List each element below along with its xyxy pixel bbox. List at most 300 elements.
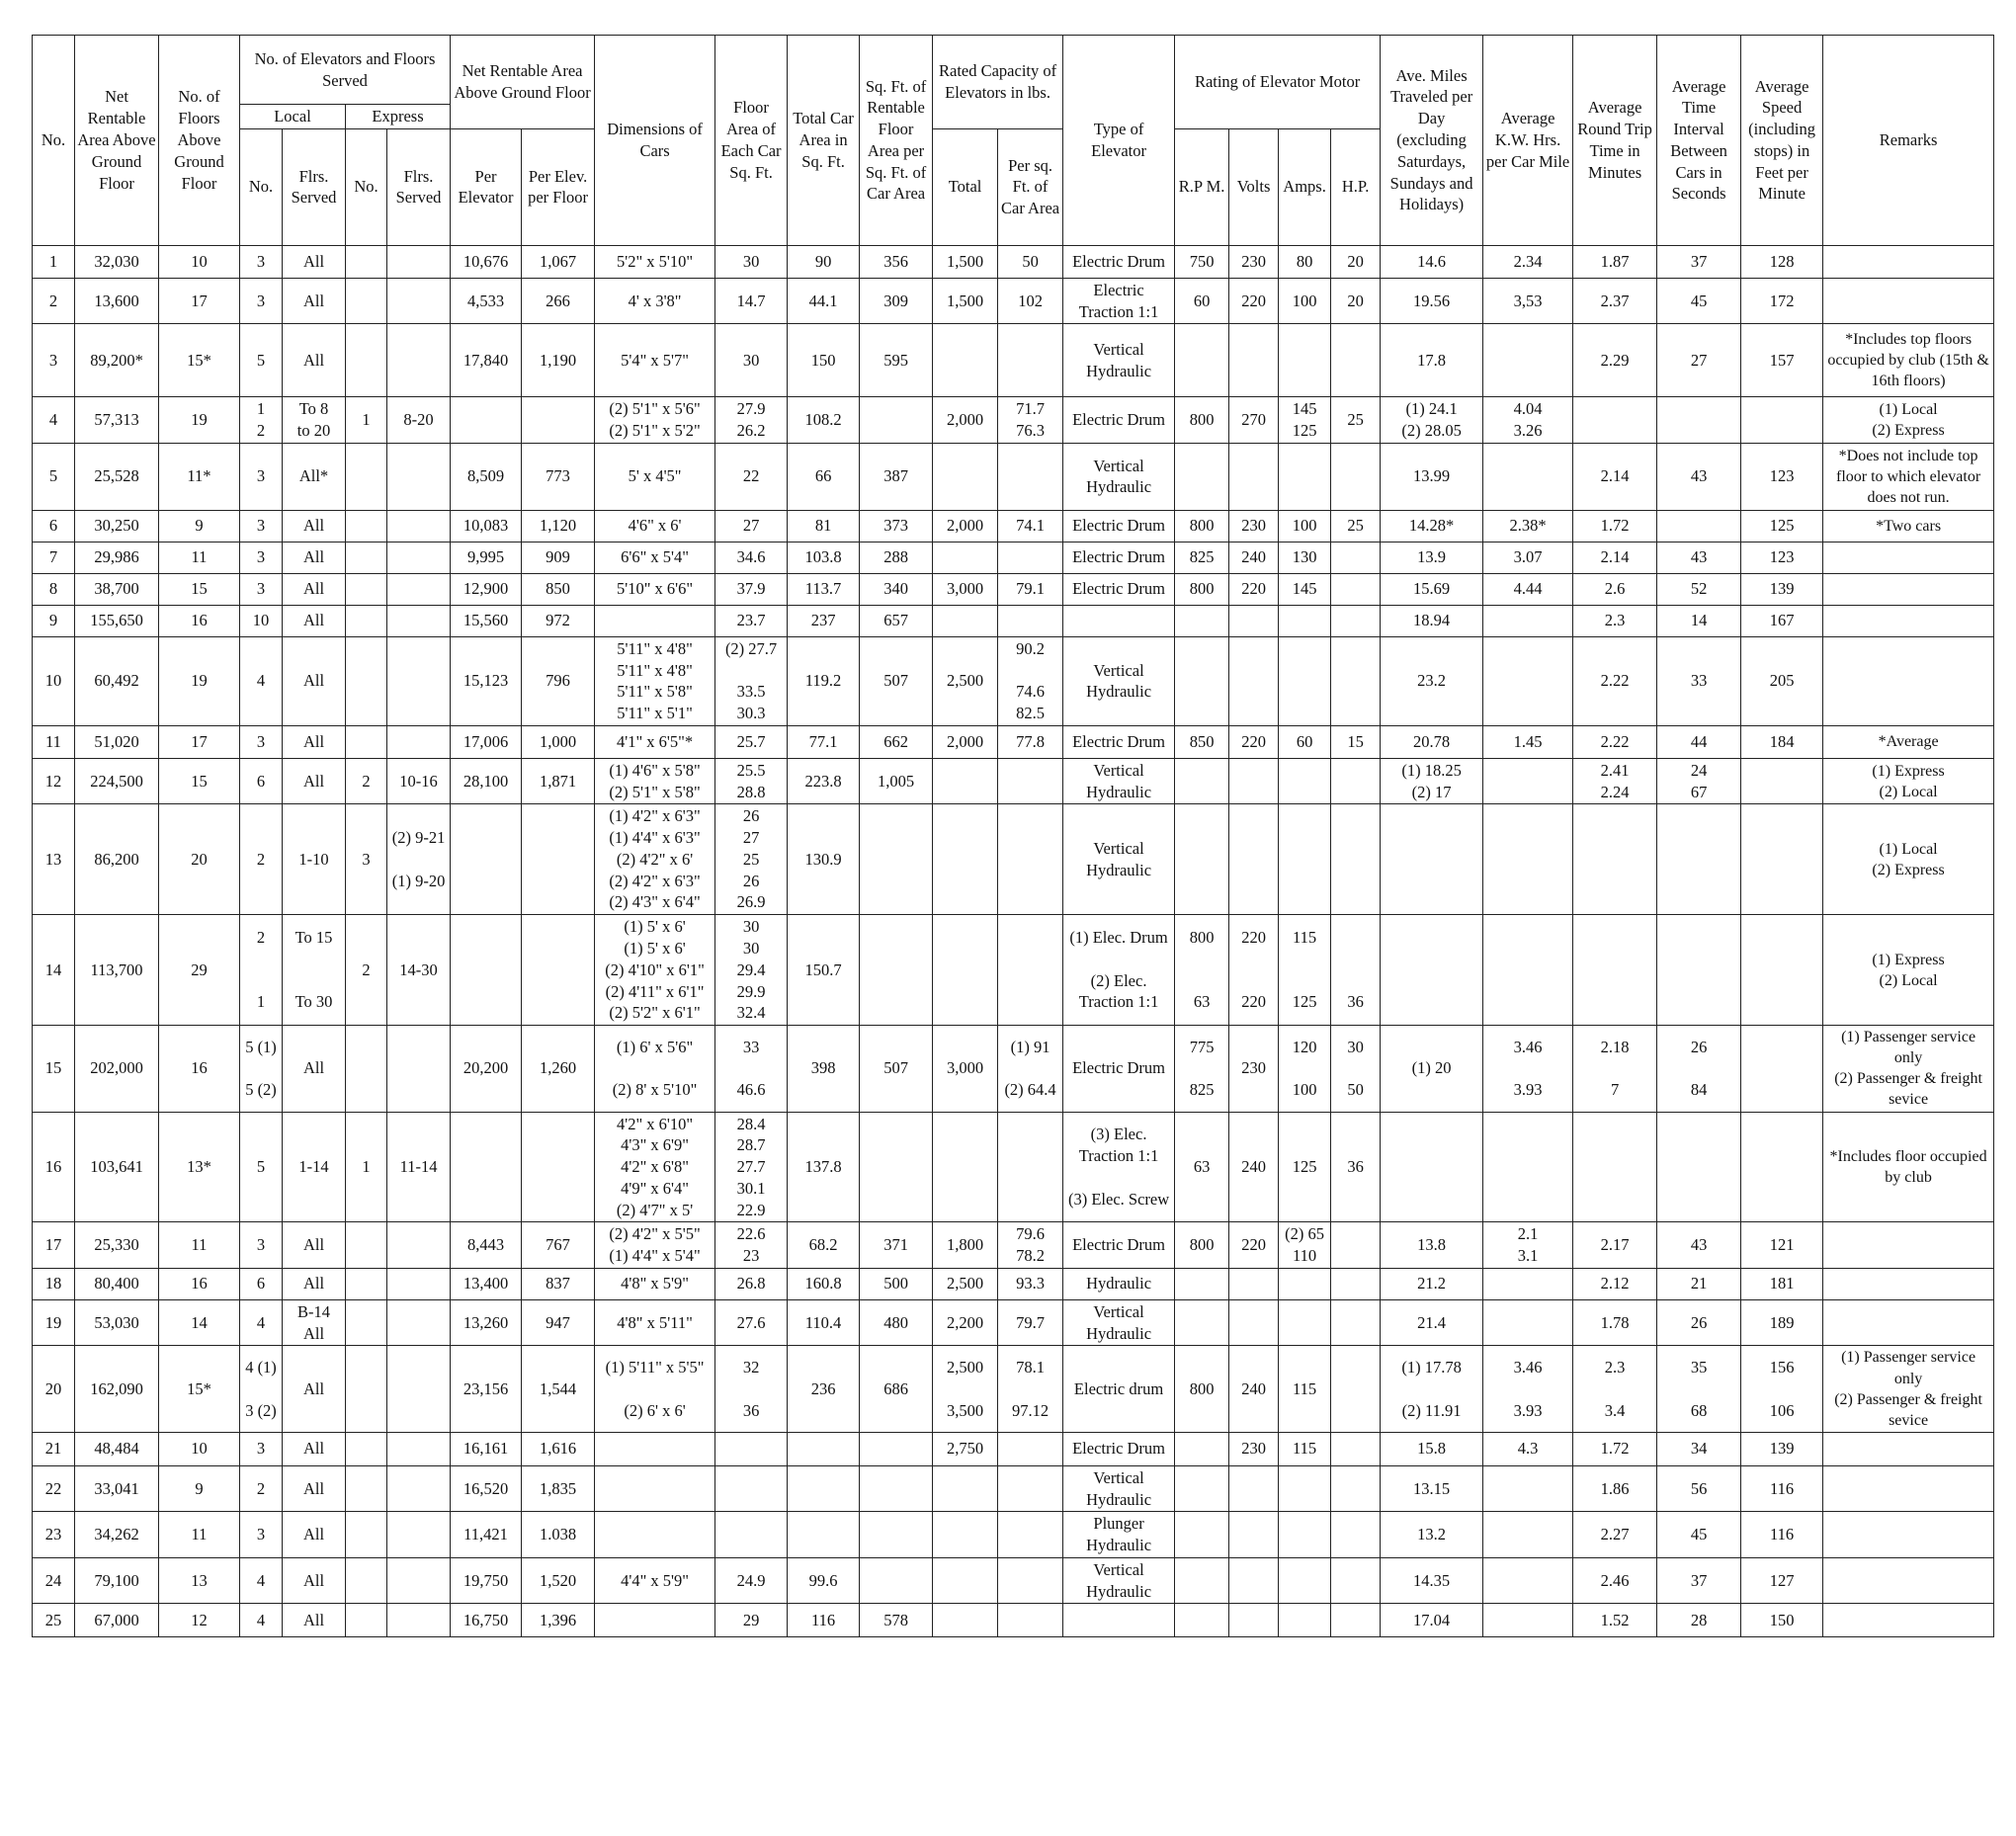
cell-line: 110 [1292,1246,1317,1266]
express-no-cell [346,510,387,542]
local-floors-cell: All [283,1026,346,1112]
total-car-area-cell [788,1465,860,1512]
dimensions-cell: 5'4" x 5'7" [595,324,715,397]
cell-line: 5'11" x 4'8" [617,638,693,658]
amps-cell: 80 [1279,245,1331,278]
rpm-cell [1175,324,1229,397]
row-no-cell: 2 [33,278,75,324]
per-elev-floor-cell [522,397,595,444]
volts-cell: 240 [1229,1346,1279,1432]
net-area-cell: 51,020 [75,725,159,758]
cell-line: (2) 11.91 [1401,1400,1462,1420]
cell-line: 2.3 [1604,1357,1626,1377]
row-no-cell: 17 [33,1222,75,1269]
amps-cell [1279,1465,1331,1512]
volts-cell [1229,1604,1279,1637]
round-trip-cell: 2.37 [1573,278,1657,324]
cell-line [1231,970,1276,992]
cell-line: 5'11" x 5'1" [617,704,693,723]
cell-line: 3.4 [1604,1400,1626,1420]
local-no-cell: 3 [240,1432,283,1465]
cell-line: (2) Passenger & freight sevice [1834,1390,1982,1429]
total-car-area-cell: 150 [788,324,860,397]
local-no-cell [240,397,283,444]
local-floors-cell: All [283,1222,346,1269]
rpm-cell [1175,1299,1229,1346]
floor-area-cell: 27.6 [715,1299,788,1346]
volts-cell [1229,1557,1279,1604]
amps-cell: 130 [1279,542,1331,573]
local-no-cell: 3 [240,1512,283,1558]
per-elevator-cell: 10,083 [451,510,522,542]
row-no-cell: 7 [33,542,75,573]
cell-line: 63 [1193,992,1211,1012]
miles-cell: 21.2 [1381,1268,1483,1299]
floors-cell: 9 [159,1465,240,1512]
round-trip-cell [1573,915,1657,1026]
cell-line: (2) 5'1" x 5'6" [609,399,701,419]
elevator-type-cell: Vertical Hydraulic [1063,443,1175,510]
interval-cell: 45 [1657,278,1741,324]
cell-line: 3 (2) [245,1400,277,1420]
miles-cell: 20.78 [1381,725,1483,758]
express-no-cell: 3 [346,804,387,915]
table-row [33,636,1994,725]
rpm-cell [1175,636,1229,725]
hp-cell [1331,573,1381,605]
floor-area-cell [715,1432,788,1465]
speed-cell [1741,1112,1823,1222]
cap-total-cell [933,324,998,397]
net-area-cell: 29,986 [75,542,159,573]
cell-line [1177,970,1226,992]
floors-cell: 17 [159,278,240,324]
total-car-area-cell: 77.1 [788,725,860,758]
header-remarks: Remarks [1823,36,1994,246]
dimensions-cell: 6'6" x 5'4" [595,542,715,573]
row-no-cell: 19 [33,1299,75,1346]
floors-cell: 19 [159,397,240,444]
cap-total-cell: 3,000 [933,573,998,605]
round-trip-cell [1573,758,1657,804]
remarks-cell [1823,1512,1994,1558]
express-floors-cell [387,804,451,915]
cell-line: (1) 91 [1010,1037,1050,1056]
remarks-cell: *Average [1823,725,1994,758]
miles-cell [1381,758,1483,804]
header-round-trip: Average Round Trip Time in Minutes [1573,36,1657,246]
local-floors-cell: All [283,725,346,758]
net-area-cell: 202,000 [75,1026,159,1112]
cap-total-cell [933,1557,998,1604]
floors-cell: 29 [159,915,240,1026]
net-area-cell: 113,700 [75,915,159,1026]
row-no-cell: 4 [33,397,75,444]
floor-area-cell [715,804,788,915]
elevator-type-cell: Vertical Hydraulic [1063,324,1175,397]
kwh-cell [1483,758,1573,804]
net-area-cell: 80,400 [75,1268,159,1299]
cell-line [597,1057,713,1079]
sqft-per-car-cell: 595 [860,324,933,397]
volts-cell [1229,758,1279,804]
table-row [33,915,1994,1026]
express-no-cell [346,1026,387,1112]
cap-total-cell: 1,500 [933,245,998,278]
local-no-cell [240,1026,283,1112]
dimensions-cell [595,397,715,444]
per-elevator-cell: 15,123 [451,636,522,725]
per-elevator-cell: 8,509 [451,443,522,510]
elevator-type-cell: Vertical Hydraulic [1063,636,1175,725]
cell-line: 5 (2) [245,1080,277,1100]
per-elevator-cell: 17,840 [451,324,522,397]
floor-area-cell [715,1346,788,1432]
per-elev-floor-cell: 909 [522,542,595,573]
express-floors-cell [387,324,451,397]
sqft-per-car-cell: 340 [860,573,933,605]
per-elev-floor-cell: 1,120 [522,510,595,542]
express-floors-cell [387,1346,451,1432]
cell-line [717,1057,785,1079]
dimensions-cell [595,605,715,636]
cell-line: (2) 64.4 [1004,1080,1056,1100]
total-car-area-cell [788,1432,860,1465]
per-elevator-cell: 13,260 [451,1299,522,1346]
express-no-cell [346,1432,387,1465]
volts-cell [1229,1299,1279,1346]
hp-cell [1331,1604,1381,1637]
local-no-cell: 10 [240,605,283,636]
row-no-cell: 6 [33,510,75,542]
table-body [33,245,1994,1637]
cell-line: 78.1 [1016,1357,1045,1377]
floor-area-cell: 25.7 [715,725,788,758]
cell-line: 125 [1292,421,1317,441]
per-elevator-cell: 16,750 [451,1604,522,1637]
cell-line: 5 (1) [245,1037,277,1056]
round-trip-cell: 1.52 [1573,1604,1657,1637]
cell-line [1065,949,1172,970]
table-row [33,443,1994,510]
cell-line: To 30 [294,992,333,1012]
amps-cell [1279,1268,1331,1299]
speed-cell: 150 [1741,1604,1823,1637]
express-no-cell [346,1557,387,1604]
cell-line [1575,1378,1654,1400]
table-row [33,1222,1994,1269]
cell-line: 27 [742,828,760,848]
local-no-cell: 5 [240,324,283,397]
cap-total-cell [933,1512,998,1558]
cap-per-sqft-cell [998,1465,1063,1512]
cell-line: (2) 6' x 6' [624,1400,686,1420]
rpm-cell [1175,1432,1229,1465]
volts-cell [1229,605,1279,636]
cell-line: 27.7 [736,1157,766,1177]
cell-line: 3.93 [1513,1400,1543,1420]
amps-cell [1279,605,1331,636]
per-elev-floor-cell: 1,067 [522,245,595,278]
elevator-data-table-container [32,35,1993,1637]
express-no-cell: 2 [346,915,387,1026]
dimensions-cell [595,1432,715,1465]
cell-line: 106 [1769,1400,1795,1420]
speed-cell [1741,1346,1823,1432]
net-area-cell: 79,100 [75,1557,159,1604]
cell-line: 84 [1690,1080,1708,1100]
net-area-cell: 25,330 [75,1222,159,1269]
kwh-cell [1483,804,1573,915]
per-elevator-cell: 4,533 [451,278,522,324]
cell-line [1000,1057,1060,1079]
cap-per-sqft-cell [998,1346,1063,1432]
header-motor-group: Rating of Elevator Motor [1175,36,1381,129]
cap-total-cell [933,542,998,573]
per-elevator-cell: 16,520 [451,1465,522,1512]
per-elev-floor-cell: 1.038 [522,1512,595,1558]
interval-cell [1657,804,1741,915]
floor-area-cell [715,1026,788,1112]
interval-cell [1657,758,1741,804]
cell-line: (2) Local [1879,971,1938,989]
speed-cell [1741,1026,1823,1112]
sqft-per-car-cell: 500 [860,1268,933,1299]
hp-cell [1331,605,1381,636]
cell-line: 5'11" x 5'8" [617,682,693,702]
express-floors-cell [387,636,451,725]
local-floors-cell: All [283,1512,346,1558]
cell-line: B-14 [297,1301,330,1321]
floors-cell: 15 [159,758,240,804]
floor-area-cell [715,758,788,804]
total-car-area-cell: 113.7 [788,573,860,605]
cell-line: To 15 [294,928,333,948]
cell-line: (1) 4'2" x 6'3" [609,806,701,826]
dimensions-cell [595,636,715,725]
cap-per-sqft-cell [998,1604,1063,1637]
cell-line: To 8 [298,399,329,419]
rpm-cell [1175,1026,1229,1112]
cell-line [1177,1057,1226,1079]
cell-line: (2) Elec. Traction 1:1 [1078,970,1159,1012]
cell-line: (2) 8' x 5'10" [612,1080,698,1100]
rpm-cell: 60 [1175,278,1229,324]
header-net-area: Net Rentable Area Above Ground Floor [75,36,159,246]
kwh-cell [1483,1299,1573,1346]
round-trip-cell [1573,1026,1657,1112]
floor-area-cell: 26.8 [715,1268,788,1299]
cell-line: (2) 4'2" x 5'5" [609,1224,701,1244]
rpm-cell [1175,1512,1229,1558]
floors-cell: 15* [159,1346,240,1432]
speed-cell [1741,758,1823,804]
header-rpm: R.P M. [1175,128,1229,245]
sqft-per-car-cell: 288 [860,542,933,573]
table-row [33,324,1994,397]
cell-line: 25 [742,849,760,869]
cell-line [1000,1378,1060,1400]
kwh-cell [1483,1465,1573,1512]
local-no-cell: 4 [240,636,283,725]
interval-cell: 43 [1657,542,1741,573]
local-floors-cell: All [283,1346,346,1432]
local-no-cell: 5 [240,1112,283,1222]
per-elev-floor-cell: 1,835 [522,1465,595,1512]
interval-cell [1657,1346,1741,1432]
net-area-cell: 38,700 [75,573,159,605]
per-elevator-cell: 8,443 [451,1222,522,1269]
amps-cell [1279,1299,1331,1346]
net-area-cell: 13,600 [75,278,159,324]
cell-line: 4'2" x 6'10" [616,1114,694,1133]
elevator-type-cell: Vertical Hydraulic [1063,1465,1175,1512]
remarks-cell [1823,573,1994,605]
floor-area-cell [715,1222,788,1269]
cell-line: 4'3" x 6'9" [621,1135,690,1155]
cell-line: (2) 27.7 [724,638,778,658]
table-row [33,1268,1994,1299]
dimensions-cell [595,1026,715,1112]
express-floors-cell [387,725,451,758]
kwh-cell [1483,324,1573,397]
cap-total-cell: 2,500 [933,636,998,725]
cap-per-sqft-cell [998,1112,1063,1222]
amps-cell [1279,1557,1331,1604]
hp-cell [1331,1512,1381,1558]
floors-cell: 20 [159,804,240,915]
net-area-cell: 32,030 [75,245,159,278]
speed-cell: 116 [1741,1512,1823,1558]
express-no-cell [346,324,387,397]
hp-cell [1331,1346,1381,1432]
rpm-cell: 800 [1175,1346,1229,1432]
local-floors-cell [283,397,346,444]
amps-cell [1279,1512,1331,1558]
elevator-type-cell [1063,1112,1175,1222]
cell-line: 32.4 [736,1003,766,1023]
header-cap-total: Total [933,128,998,245]
cell-line: 32 [742,1357,760,1377]
net-area-cell: 162,090 [75,1346,159,1432]
floor-area-cell [715,1512,788,1558]
express-floors-cell [387,1026,451,1112]
total-car-area-cell: 44.1 [788,278,860,324]
total-car-area-cell: 160.8 [788,1268,860,1299]
header-express-floors: Flrs. Served [387,128,451,245]
interval-cell [1657,510,1741,542]
cell-line: 26 [1690,1037,1708,1056]
kwh-cell: 4.3 [1483,1432,1573,1465]
hp-cell [1331,636,1381,725]
floors-cell: 11 [159,1512,240,1558]
amps-cell [1279,915,1331,1026]
dimensions-cell: 4'1" x 6'5"* [595,725,715,758]
interval-cell [1657,1026,1741,1112]
cap-per-sqft-cell [998,636,1063,725]
cap-total-cell [933,915,998,1026]
local-floors-cell: All [283,1557,346,1604]
miles-cell: 13.2 [1381,1512,1483,1558]
local-floors-cell [283,1299,346,1346]
cell-line: 2 [256,421,266,441]
per-elevator-cell: 13,400 [451,1268,522,1299]
header-miles: Ave. Miles Traveled per Day (excluding Saturdays, Sundays and Holidays) [1381,36,1483,246]
cell-line [717,1378,785,1400]
elevator-type-cell: Electric Traction 1:1 [1063,278,1175,324]
floors-cell: 15* [159,324,240,397]
header-per-elev-floor: Per Elev. per Floor [522,128,595,245]
header-no: No. [33,36,75,246]
remarks-cell [1823,804,1994,915]
express-floors-cell [387,573,451,605]
amps-cell: 115 [1279,1432,1331,1465]
remarks-cell [1823,758,1994,804]
sqft-per-car-cell [860,397,933,444]
elevator-type-cell [1063,605,1175,636]
per-elevator-cell: 12,900 [451,573,522,605]
cell-line [1333,1057,1378,1079]
cell-line: 3.46 [1513,1357,1543,1377]
floors-cell: 14 [159,1299,240,1346]
hp-cell [1331,1026,1381,1112]
cell-line [1383,1378,1480,1400]
cell-line: (2) Express [1872,861,1945,878]
cell-line: 4 (1) [245,1357,277,1377]
header-capacity-group: Rated Capacity of Elevators in lbs. [933,36,1063,129]
header-elevator-group: No. of Elevators and Floors Served [240,36,451,105]
local-no-cell: 6 [240,1268,283,1299]
cap-per-sqft-cell [998,1557,1063,1604]
cell-line [1743,1378,1820,1400]
remarks-cell [1823,1604,1994,1637]
speed-cell: 181 [1741,1268,1823,1299]
net-area-cell: 48,484 [75,1432,159,1465]
round-trip-cell: 2.6 [1573,573,1657,605]
speed-cell [1741,804,1823,915]
cap-per-sqft-cell [998,397,1063,444]
express-no-cell [346,1465,387,1512]
total-car-area-cell: 237 [788,605,860,636]
total-car-area-cell: 90 [788,245,860,278]
speed-cell: 123 [1741,542,1823,573]
remarks-cell [1823,1465,1994,1512]
local-floors-cell: All [283,1604,346,1637]
floors-cell: 9 [159,510,240,542]
express-no-cell [346,1604,387,1637]
cap-per-sqft-cell [998,542,1063,573]
hp-cell [1331,1432,1381,1465]
kwh-cell [1483,915,1573,1026]
cell-line [242,1057,280,1079]
volts-cell: 230 [1229,1026,1279,1112]
local-no-cell: 3 [240,278,283,324]
hp-cell [1331,1268,1381,1299]
per-elev-floor-cell: 1,544 [522,1346,595,1432]
local-floors-cell: All [283,1432,346,1465]
rpm-cell: 750 [1175,245,1229,278]
floor-area-cell: 37.9 [715,573,788,605]
cell-line: 76.3 [1016,421,1045,441]
express-floors-cell: 11-14 [387,1112,451,1222]
cell-line: 2 [256,928,266,948]
express-no-cell [346,1268,387,1299]
speed-cell: 121 [1741,1222,1823,1269]
cell-line [1281,970,1328,992]
total-car-area-cell: 119.2 [788,636,860,725]
per-elev-floor-cell [522,915,595,1026]
cell-line: (2) Express [1872,422,1945,440]
